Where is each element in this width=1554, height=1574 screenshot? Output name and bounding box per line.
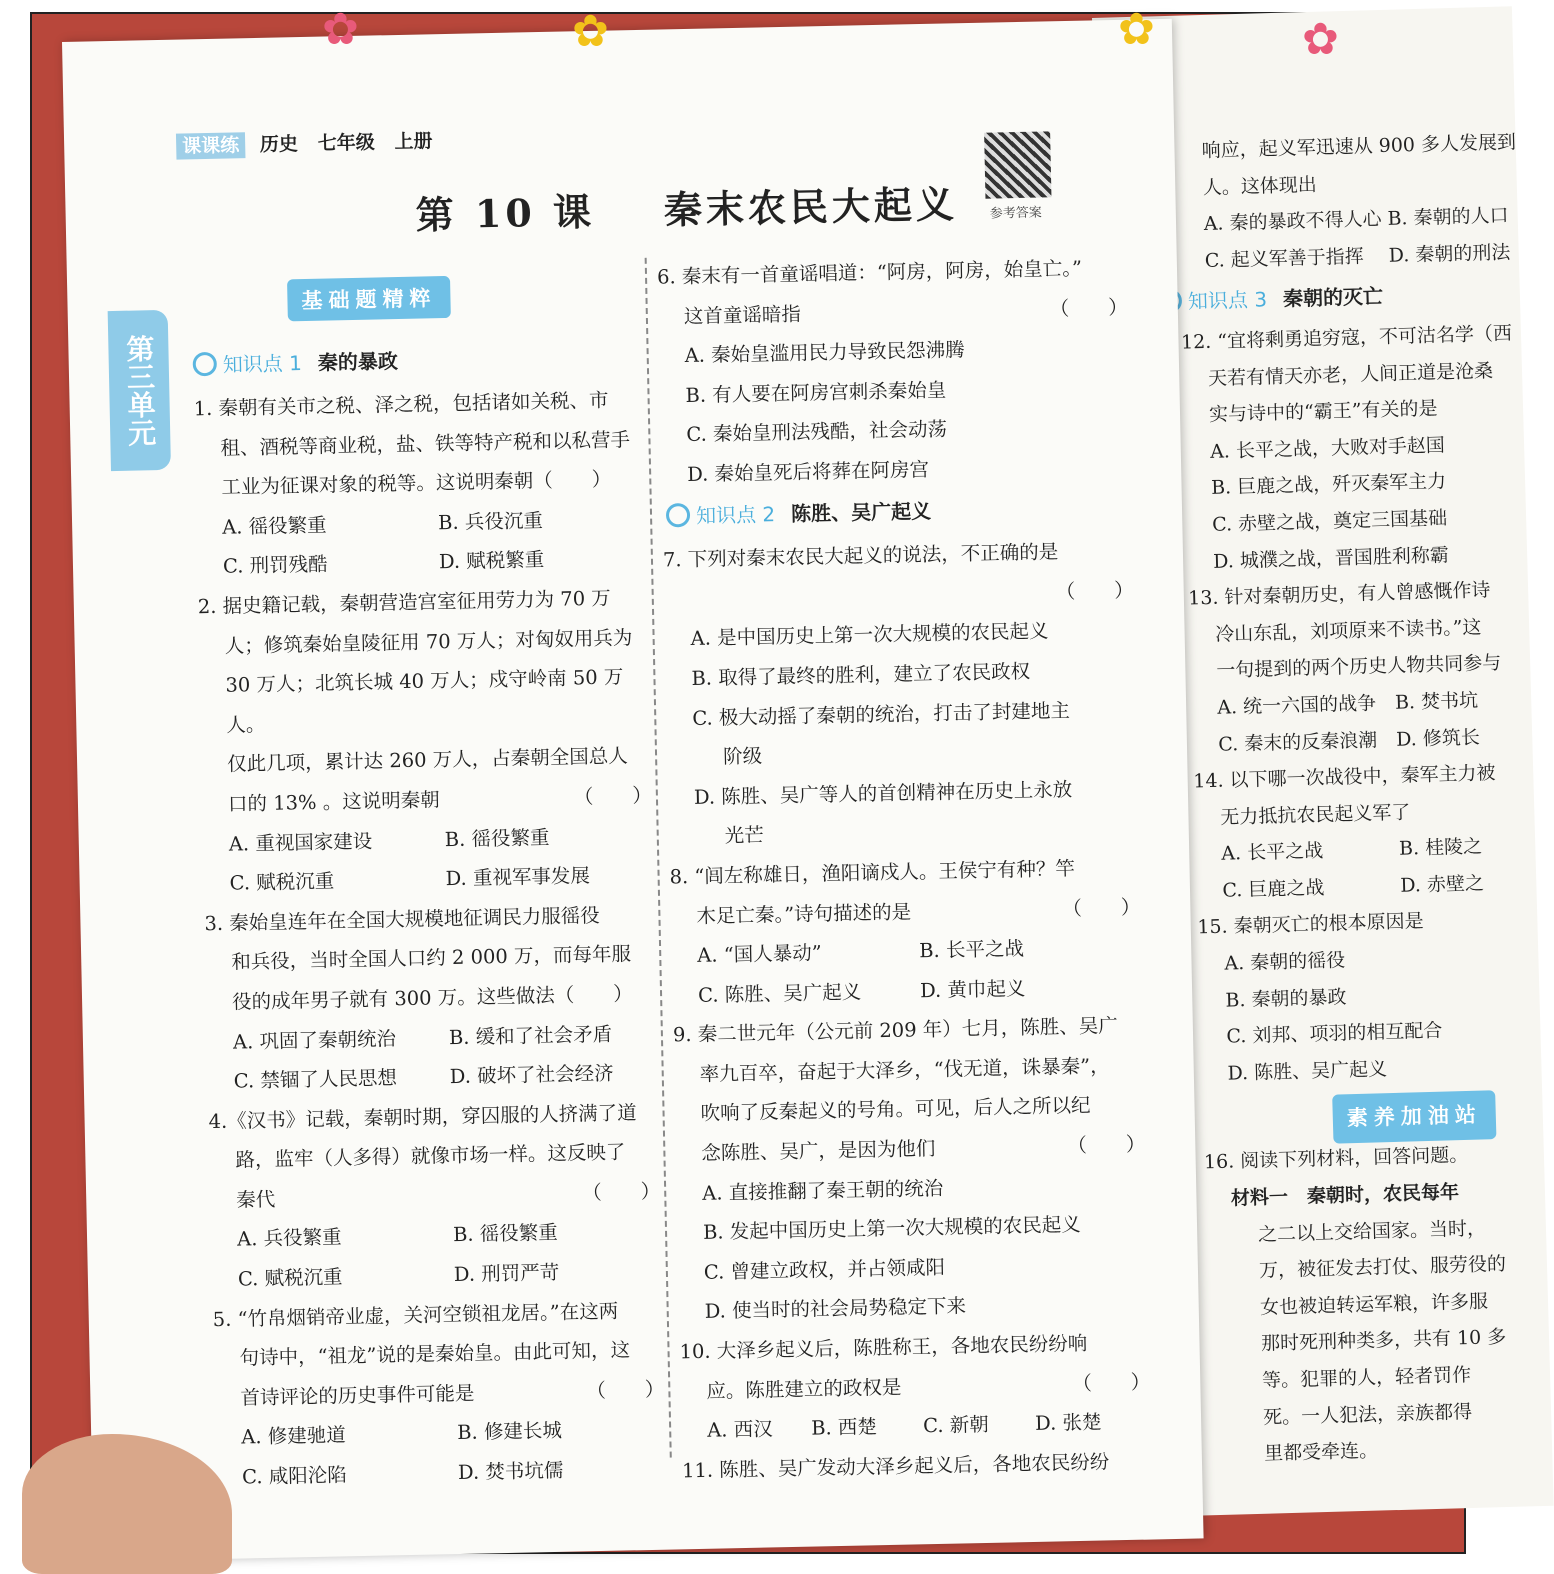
- option-c: C. 极大动摇了秦朝的统治，打击了封建地主: [692, 698, 1071, 730]
- option-a: A. “国人暴动”: [697, 941, 822, 967]
- option-d: D. 秦始皇死后将葬在阿房宫: [686, 457, 930, 486]
- option-c: C. 赋税沉重: [237, 1265, 343, 1291]
- option-c: C. 赋税沉重: [229, 869, 335, 895]
- flower-decoration: ✿: [322, 4, 359, 55]
- flower-decoration: ✿: [572, 6, 609, 57]
- answer-blank[interactable]: （ ）: [581, 1179, 661, 1205]
- question-15: 15. 秦朝灭亡的根本原因是 A. 秦朝的徭役 B. 秦朝的暴政 C. 刘邦、项羽的相互配合 D. 陈胜、吴广起义: [1197, 910, 1443, 1085]
- qr-label: 参考答案: [989, 205, 1042, 222]
- subject: 历史: [259, 133, 299, 156]
- question-3: 3. 秦始皇连年在全国大规模地征调民力服徭役 和兵役，当时全国人口约 2 000 万，而每年服 役的成年男子就有 300 万。这些做法（ ） A. 巩固了秦朝统治 B. 缓和了社会矛盾 C. 禁锢了人民思想 D. 破坏了社会经济: [204, 895, 658, 1102]
- option-c: C. 曾建立政权，并占领咸阳: [703, 1255, 946, 1284]
- answer-blank[interactable]: （ ）: [1062, 895, 1141, 920]
- left-column: [193, 380, 666, 1498]
- lesson-title: 第 10 课 秦末农民大起义: [415, 181, 959, 238]
- target-icon: [666, 503, 690, 527]
- option-d: D. 焚书坑儒: [457, 1458, 564, 1485]
- knowledge-point-2: 知识点 2 陈胜、吴广起义: [666, 487, 1133, 536]
- option-d: D. 黄巾起义: [919, 976, 1026, 1002]
- question-2: 2. 据史籍记载，秦朝营造宫室征用劳力为 70 万 人；修筑秦始皇陵征用 70 万人；对匈奴用兵为 30 万人；北筑长城 40 万人；戍守岭南 50 万人。 仅此几项，累计达 260 万人，占秦朝全国总人 口的 13% 。这说明秦朝 （ ） A. 重视国家建设 B. 徭役繁重 C. 赋税沉重 D. 重视军事发展: [197, 578, 654, 904]
- option-a: A. 西汉: [706, 1417, 773, 1443]
- grade: 七年级: [317, 131, 375, 155]
- option-c: C. 新朝: [922, 1413, 990, 1438]
- qr-code[interactable]: [984, 131, 1051, 198]
- left-page: [62, 19, 1204, 1562]
- option-c: C. 秦始皇刑法残酷，社会动荡: [686, 417, 948, 447]
- question-10: 10. 大泽乡起义后，陈胜称王，各地农民纷纷响 应。陈胜建立的政权是 （ ） A. 西汉 B. 西楚 C. 新朝 D. 张楚: [679, 1323, 1151, 1452]
- option-b: B. 徭役繁重: [452, 1221, 559, 1247]
- answer-blank[interactable]: （ ）: [586, 1377, 665, 1403]
- answer-blank[interactable]: （ ）: [573, 783, 653, 809]
- option: C. 起义军善于指挥 D. 秦朝的刑法: [1204, 241, 1511, 272]
- answer-blank[interactable]: （ ）: [1049, 295, 1129, 320]
- option-c: C. 刑罚残酷: [222, 552, 328, 579]
- option-c: C. 禁锢了人民思想: [233, 1066, 398, 1093]
- knowledge-point-1: 知识点 1 秦的暴政: [192, 345, 398, 378]
- knowledge-point-3: 知识点 3 秦朝的灭亡: [1157, 275, 1498, 321]
- option-a: A. 徭役繁重: [221, 513, 327, 539]
- option-b: B. 修建长城: [456, 1419, 563, 1445]
- question-1: 1. 秦朝有关市之税、泽之税，包括诸如关税、市 租、酒税等商业税，盐、铁等特产税和以私营手 工业为征课对象的税等。这说明秦朝（ ） A. 徭役繁重 B. 兵役沉重 C. 刑罚残酷 D. 赋税繁重: [193, 380, 647, 587]
- option-a: A. 秦始皇滥用民力导致民怨沸腾: [684, 338, 965, 368]
- option-b: B. 有人要在阿房宫刺杀秦始皇: [685, 378, 947, 407]
- option-a: A. 直接推翻了秦王朝的统治: [702, 1176, 944, 1205]
- answer-blank[interactable]: （ ）: [1055, 578, 1134, 604]
- brand-tag: 课课练: [176, 132, 246, 159]
- middle-column: [657, 248, 1153, 1491]
- question-16: 16. 阅读下列材料，回答问题。 材料一 秦朝时，农民每年 之二以上交给国家。当时， 万，被征发去打仗、服劳役的 女也被迫转运军粮，许多服 那时死刑种类多，共有 10 多 等。犯罪的人，轻者罚作 死。一人犯法，亲族都得 里都受牵连。: [1203, 1144, 1507, 1465]
- page-header: [176, 126, 433, 158]
- answer-blank[interactable]: （ ）: [1067, 1132, 1146, 1158]
- option-d: D. 赋税繁重: [438, 548, 545, 574]
- option-a: A. 巩固了秦朝统治: [232, 1026, 397, 1054]
- option-d: D. 破坏了社会经济: [449, 1061, 614, 1089]
- option-b: B. 徭役繁重: [444, 825, 550, 851]
- question-6: 6. 秦末有一首童谣唱道：“阿房，阿房，始皇亡。” 这首童谣暗指 （ ） A. 秦始皇滥用民力导致民怨沸腾 B. 有人要在阿房宫刺杀秦始皇 C. 秦始皇刑法残酷，社会动荡 D. 秦始皇死后将葬在阿房宫: [657, 248, 1132, 495]
- right-column: [1175, 124, 1553, 1474]
- extra-banner-row: [1202, 1083, 1544, 1144]
- line: 响应，起义军迅速从 900 多人发展到: [1201, 131, 1517, 162]
- option-b: B. 缓和了社会矛盾: [448, 1022, 613, 1049]
- flower-decoration: ✿: [1302, 14, 1339, 65]
- question-8: 8. “闾左称雄日，渔阳谪戍人。王侯宁有种？竿 木足亡秦。”诗句描述的是 （ ） A. “国人暴动” B. 长平之战 C. 陈胜、吴广起义 D. 黄巾起义: [669, 848, 1142, 1016]
- question-4: 4.《汉书》记载，秦朝时期，穿囚服的人挤满了道 路，监牢（人多得）就像市场一样。这反映了 秦代 （ ） A. 兵役繁重 B. 徭役繁重 C. 赋税沉重 D. 刑罚严苛: [208, 1092, 662, 1299]
- unit-tab: 第三单元: [108, 310, 171, 471]
- question-12: 12. “宜将剩勇追穷寇，不可沽名学（西 天若有情天亦老，人间正道是沧桑 实与诗中的“霸王”有关的是 A. 长平之战，大败对手赵国 B. 巨鹿之战，歼灭秦军主力 C. 赤壁之战，奠定三国基础 D. 城濮之战，晋国胜利称霸: [1180, 322, 1513, 573]
- option-c: C. 陈胜、吴广起义: [697, 980, 862, 1007]
- question-5: 5. “竹帛烟销帝业虚，关河空锁祖龙居。”在这两 句诗中，“祖龙”说的是秦始皇。由此可知，这 首诗评论的历史事件可能是 （ ） A. 修建驰道 B. 修建长城 C. 咸阳沦陷 D. 焚书坑儒: [212, 1290, 666, 1497]
- volume: 上册: [394, 130, 433, 154]
- question-11: 11. 陈胜、吴广发动大泽乡起义后，各地农民纷纷: [681, 1450, 1110, 1483]
- option: A. 秦的暴政不得人心 B. 秦朝的人口: [1203, 204, 1509, 236]
- option-b: B. 发起中国历史上第一次大规模的农民起义: [702, 1213, 1081, 1245]
- option-b: B. 兵役沉重: [437, 508, 544, 535]
- option-d: D. 张楚: [1034, 1410, 1102, 1436]
- section-banner-basic: 基础题精粹: [287, 276, 451, 321]
- target-icon: [193, 352, 217, 376]
- q11-continued: [1175, 124, 1519, 280]
- option-d: D. 使当时的社会局势稳定下来: [704, 1294, 967, 1324]
- option-b: B. 长平之战: [918, 937, 1025, 963]
- option-a: A. 修建驰道: [241, 1423, 346, 1449]
- photo-background: [30, 4, 1517, 1554]
- option-a: A. 兵役繁重: [236, 1225, 342, 1252]
- option-b: B. 西楚: [810, 1415, 878, 1440]
- question-7: 7. 下列对秦末农民大起义的说法，不正确的是 （ ） A. 是中国历史上第一次大规模的农民起义 B. 取得了最终的胜利，建立了农民政权 C. 极大动摇了秦朝的统治，打击了封建地主 阶级 D. 陈胜、吴广等人的首创精神在历史上永放 光芒: [663, 531, 1140, 858]
- line: 人。这体现出: [1202, 173, 1318, 199]
- option-a: A. 是中国历史上第一次大规模的农民起义: [690, 619, 1049, 651]
- option-d: D. 刑罚严苛: [453, 1260, 560, 1287]
- option-c: C. 咸阳沦陷: [241, 1463, 347, 1489]
- option-d: D. 重视军事发展: [445, 864, 591, 891]
- option-d: D. 陈胜、吴广等人的首创精神在历史上永放: [693, 777, 1073, 809]
- option-a: A. 重视国家建设: [228, 829, 373, 856]
- question-14: 14. 以下哪一次战役中，秦军主力被 无力抵抗农民起义军了 A. 长平之战 B. 桂陵之 C. 巨鹿之战 D. 赤壁之: [1193, 762, 1496, 902]
- flower-decoration: ✿: [1118, 4, 1155, 55]
- question-13: 13. 针对秦朝历史，有人曾感慨作诗 冷山东乱，刘项原来不读书。”这 一句提到的两个历史人物共同参与 A. 统一六国的战争 B. 焚书坑 C. 秦末的反秦浪潮 D. 修筑长: [1187, 579, 1502, 756]
- section-banner-extra: 素养加油站: [1332, 1091, 1496, 1144]
- question-9: 9. 秦二世元年（公元前 209 年）七月，陈胜、吴广 率九百卒，奋起于大泽乡，“伐无道，诛暴秦”， 吹响了反秦起义的号角。可见，后人之所以纪 念陈胜、吴广，是因为他们 （ ） A. 直接推翻了秦王朝的统治 B. 发起中国历史上第一次大规模的农民起义 C. 曾建立政权，并占领咸阳 D. 使当时的社会局势稳定下来: [673, 1006, 1150, 1333]
- option-b: B. 取得了最终的胜利，建立了农民政权: [691, 659, 1031, 690]
- answer-blank[interactable]: （ ）: [1072, 1370, 1151, 1395]
